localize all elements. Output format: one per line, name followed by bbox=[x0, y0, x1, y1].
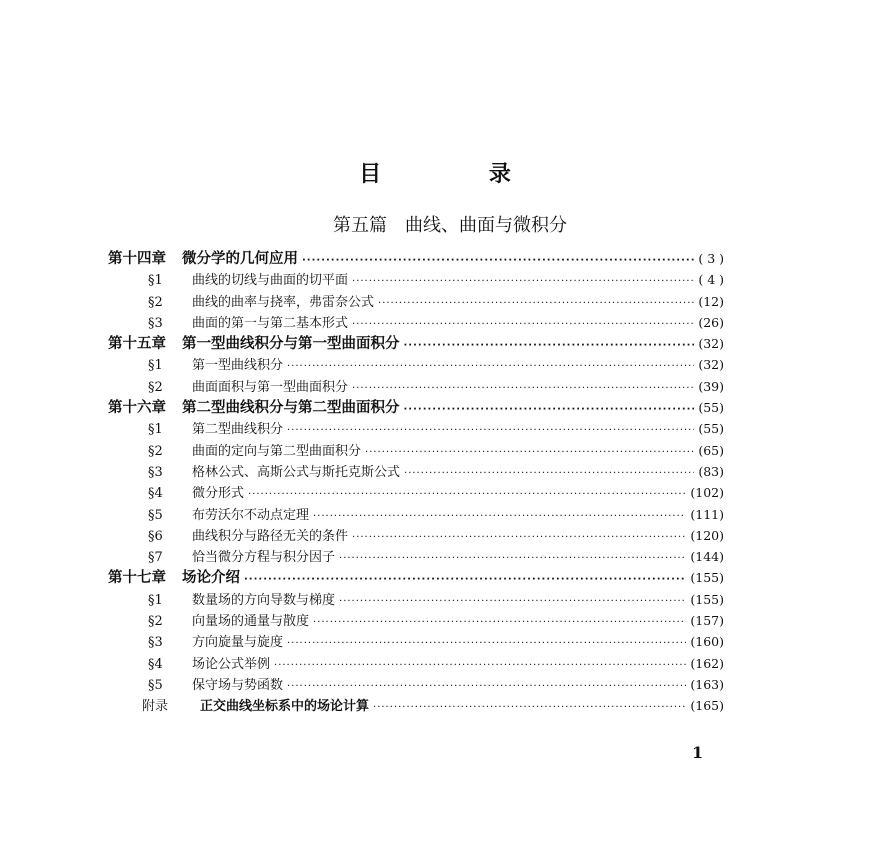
entry-title: 向量场的通量与散度 bbox=[192, 614, 310, 630]
toc-row[interactable] bbox=[108, 589, 724, 610]
section-number: §4 bbox=[148, 656, 163, 672]
entry-page: (162) bbox=[690, 655, 724, 671]
entry-page: (144) bbox=[690, 549, 724, 565]
entry-page: (55) bbox=[698, 400, 724, 416]
entry-page: ( 3 ) bbox=[698, 251, 724, 266]
entry-page: (12) bbox=[698, 293, 724, 309]
dot-leader bbox=[244, 569, 686, 590]
entry-title: 曲面的定向与第二型曲面积分 bbox=[192, 443, 362, 459]
toc-row[interactable] bbox=[108, 291, 724, 312]
page-title: 目 录 bbox=[359, 162, 561, 187]
toc-row[interactable] bbox=[108, 653, 724, 674]
dot-leader bbox=[287, 676, 686, 697]
entry-page: (65) bbox=[698, 442, 724, 458]
dot-leader bbox=[339, 548, 686, 569]
toc-row[interactable] bbox=[108, 674, 724, 695]
entry-title: 正交曲线坐标系中的场论计算 bbox=[200, 699, 370, 715]
dot-leader bbox=[404, 463, 694, 484]
section-number: §1 bbox=[148, 358, 163, 374]
dot-leader bbox=[352, 527, 686, 548]
entry-title: 曲线积分与路径无关的条件 bbox=[192, 528, 349, 544]
dot-leader bbox=[352, 314, 694, 335]
dot-leader bbox=[313, 506, 686, 527]
entry-page: (55) bbox=[698, 421, 724, 437]
entry-title: 数量场的方向导数与梯度 bbox=[192, 592, 336, 608]
part-title: 第五篇 曲线、曲面与微积分 bbox=[333, 215, 567, 236]
entry-page: (165) bbox=[690, 698, 724, 714]
section-number: §1 bbox=[148, 273, 163, 289]
dot-leader bbox=[287, 356, 694, 377]
entry-title: 微分形式 bbox=[192, 486, 245, 502]
toc-row[interactable] bbox=[108, 376, 724, 397]
toc-row[interactable] bbox=[108, 610, 724, 631]
section-number: §5 bbox=[148, 507, 163, 523]
entry-page: (39) bbox=[698, 378, 724, 394]
entry-page: (155) bbox=[690, 591, 724, 607]
dot-leader bbox=[378, 293, 694, 314]
section-number: §3 bbox=[148, 635, 163, 651]
toc-row[interactable] bbox=[108, 312, 724, 333]
entry-title: 第一型曲线积分与第一型曲面积分 bbox=[182, 336, 400, 353]
appendix-label: 附录 bbox=[142, 699, 169, 715]
entry-title: 场论公式举例 bbox=[192, 656, 271, 672]
section-number: §2 bbox=[148, 379, 163, 395]
dot-leader bbox=[287, 633, 686, 654]
toc-row[interactable] bbox=[108, 461, 724, 482]
toc-row[interactable] bbox=[108, 354, 724, 375]
section-number: §3 bbox=[148, 315, 163, 331]
entry-page: (26) bbox=[698, 314, 724, 330]
dot-leader bbox=[274, 655, 686, 676]
entry-page: (157) bbox=[690, 613, 724, 629]
toc-row[interactable] bbox=[108, 504, 724, 525]
toc-row[interactable] bbox=[108, 269, 724, 290]
toc-row[interactable] bbox=[108, 546, 724, 567]
dot-leader bbox=[404, 399, 695, 420]
entry-title: 恰当微分方程与积分因子 bbox=[192, 550, 336, 566]
section-number: §2 bbox=[148, 614, 163, 630]
entry-title: 第一型曲线积分 bbox=[192, 358, 284, 374]
entry-page: (32) bbox=[698, 357, 724, 373]
entry-page: (163) bbox=[690, 676, 724, 692]
entry-title: 曲线的切线与曲面的切平面 bbox=[192, 273, 349, 289]
entry-title: 方向旋量与旋度 bbox=[192, 635, 284, 651]
entry-title: 场论介绍 bbox=[182, 570, 240, 587]
entry-page: (111) bbox=[690, 506, 724, 522]
toc-row[interactable] bbox=[108, 695, 724, 716]
entry-title: 第二型曲线积分与第二型曲面积分 bbox=[182, 400, 400, 417]
toc-row[interactable] bbox=[108, 397, 724, 418]
chapter-label: 第十五章 bbox=[108, 336, 166, 353]
table-of-contents bbox=[108, 248, 724, 717]
section-number: §1 bbox=[148, 422, 163, 438]
entry-page: ( 4 ) bbox=[698, 272, 724, 288]
entry-title: 保守场与势函数 bbox=[192, 677, 284, 693]
dot-leader bbox=[287, 420, 694, 441]
toc-row[interactable] bbox=[108, 482, 724, 503]
section-number: §2 bbox=[148, 294, 163, 310]
entry-page: (32) bbox=[698, 336, 724, 352]
page-number: 1 bbox=[692, 743, 704, 762]
section-number: §7 bbox=[148, 550, 163, 566]
toc-row[interactable] bbox=[108, 333, 724, 354]
entry-page: (160) bbox=[690, 634, 724, 650]
entry-title: 微分学的几何应用 bbox=[182, 251, 298, 267]
section-number: §1 bbox=[148, 592, 163, 608]
dot-leader bbox=[352, 378, 694, 399]
entry-page: (155) bbox=[690, 570, 724, 586]
entry-page: (120) bbox=[690, 527, 724, 543]
dot-leader bbox=[404, 335, 695, 356]
section-number: §3 bbox=[148, 464, 163, 480]
toc-row[interactable] bbox=[108, 418, 724, 439]
toc-row[interactable] bbox=[108, 248, 724, 269]
entry-title: 第二型曲线积分 bbox=[192, 422, 284, 438]
toc-row[interactable] bbox=[108, 567, 724, 588]
toc-row[interactable] bbox=[108, 631, 724, 652]
entry-page: (83) bbox=[698, 463, 724, 479]
section-number: §2 bbox=[148, 443, 163, 459]
dot-leader bbox=[313, 612, 686, 633]
entry-title: 曲面面积与第一型曲面积分 bbox=[192, 379, 349, 395]
dot-leader bbox=[352, 271, 694, 292]
dot-leader bbox=[302, 250, 694, 271]
toc-row[interactable] bbox=[108, 525, 724, 546]
entry-title: 布劳沃尔不动点定理 bbox=[192, 507, 310, 523]
section-number: §5 bbox=[148, 677, 163, 693]
dot-leader bbox=[365, 442, 694, 463]
entry-title: 曲线的曲率与挠率，弗雷奈公式 bbox=[192, 294, 375, 310]
dot-leader bbox=[373, 697, 686, 718]
chapter-label: 第十四章 bbox=[108, 251, 166, 267]
dot-leader bbox=[339, 591, 686, 612]
section-number: §4 bbox=[148, 486, 163, 502]
entry-title: 曲面的第一与第二基本形式 bbox=[192, 315, 349, 331]
toc-row[interactable] bbox=[108, 440, 724, 461]
entry-title: 格林公式、高斯公式与斯托克斯公式 bbox=[192, 464, 401, 480]
entry-page: (102) bbox=[690, 485, 724, 501]
chapter-label: 第十六章 bbox=[108, 400, 166, 417]
dot-leader bbox=[248, 484, 686, 505]
section-number: §6 bbox=[148, 528, 163, 544]
chapter-label: 第十七章 bbox=[108, 570, 166, 587]
